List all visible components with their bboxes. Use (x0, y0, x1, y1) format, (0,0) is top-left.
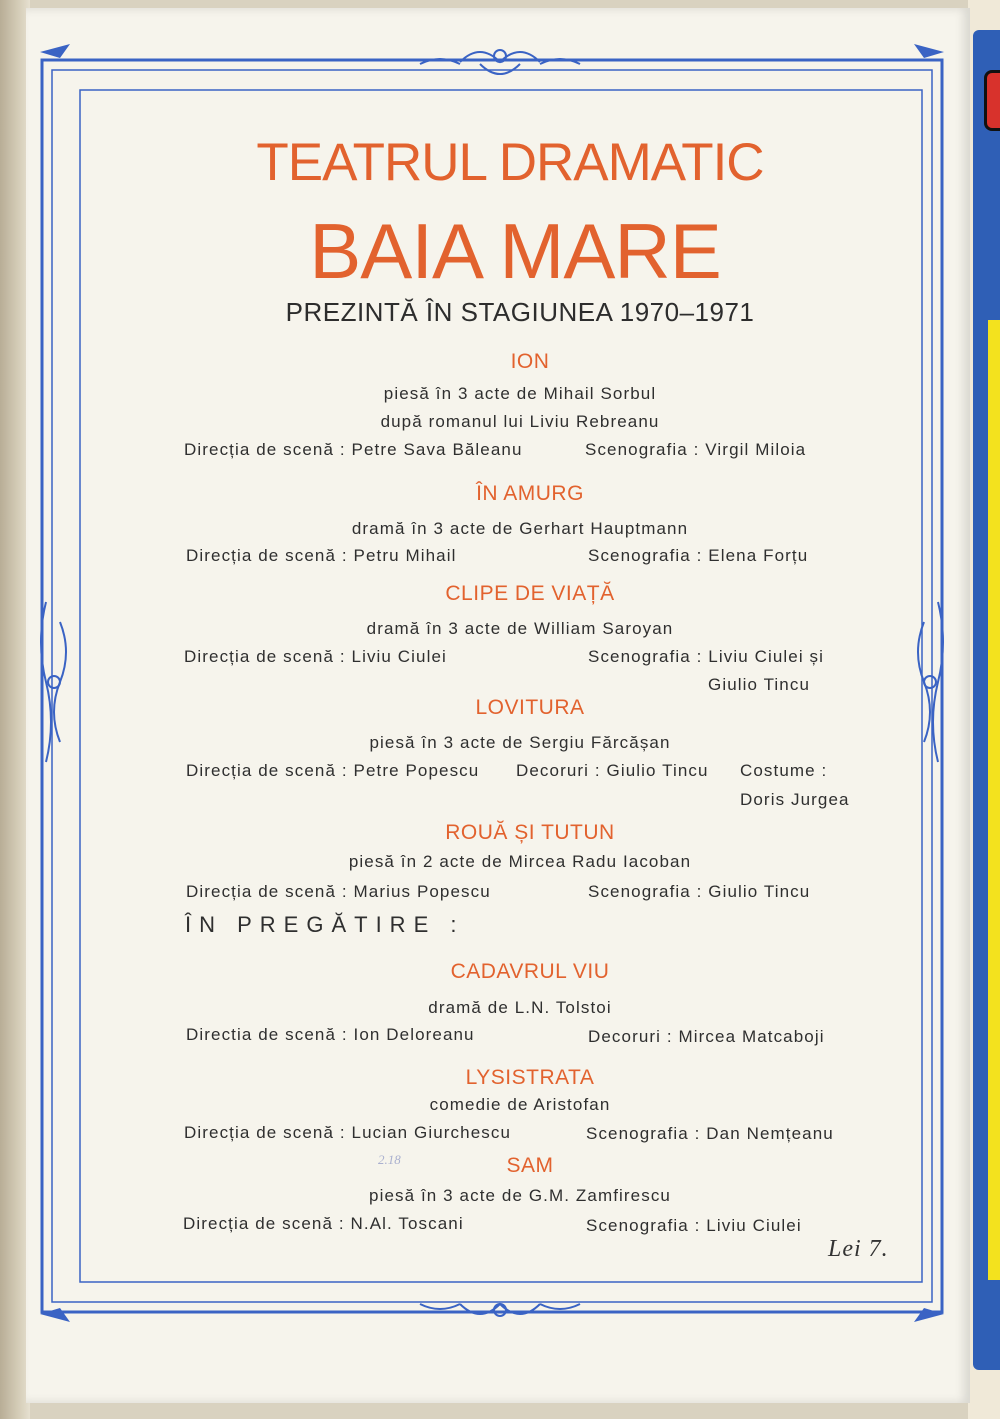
play-description: piesă în 2 acte de Mircea Radu Iacoban (348, 852, 692, 871)
theatre-name-line1: TEATRUL DRAMATIC (256, 133, 764, 192)
director-credit: Directia de scenă : Ion Deloreanu (186, 1025, 475, 1044)
scenography-credit: Scenografia : Elena Forțu (588, 546, 809, 565)
play-description: dramă de L.N. Tolstoi (428, 998, 612, 1017)
play-title-cadavrul-viu: CADAVRUL VIU (450, 960, 610, 983)
theatre-city: BAIA MARE (309, 207, 721, 295)
director-credit: Direcția de scenă : Lucian Giurchescu (184, 1123, 512, 1142)
play-title-roua-si-tutun: ROUĂ ȘI TUTUN (445, 821, 615, 844)
play-description: comedie de Aristofan (429, 1095, 611, 1114)
scenography-credit-continued: Giulio Tincu (708, 675, 811, 694)
play-title-lovitura: LOVITURA (475, 696, 585, 719)
in-preparation-heading: ÎN PREGĂTIRE : (185, 912, 465, 937)
director-credit: Direcția de scenă : Petre Popescu (186, 761, 480, 780)
director-credit: Direcția de scenă : Marius Popescu (186, 882, 491, 901)
scenography-credit: Scenografia : Virgil Miloia (585, 440, 807, 459)
play-description: dramă în 3 acte de William Saroyan (366, 619, 674, 638)
play-description: piesă în 3 acte de G.M. Zamfirescu (369, 1186, 671, 1205)
adjacent-page-red-mark (984, 70, 1000, 131)
pencil-annotation: 2.18 (378, 1152, 401, 1167)
costume-label: Costume : (740, 761, 828, 780)
director-credit: Direcția de scenă : Petru Mihail (186, 546, 457, 565)
play-title-in-amurg: ÎN AMURG (476, 482, 584, 505)
season-line: PREZINTĂ ÎN STAGIUNEA 1970–1971 (285, 297, 755, 327)
decor-credit: Decoruri : Mircea Matcaboji (588, 1027, 825, 1046)
play-description: piesă în 3 acte de Mihail Sorbul (383, 384, 657, 403)
decor-credit: Decoruri : Giulio Tincu (516, 761, 709, 780)
price-label: Lei 7. (828, 1236, 889, 1262)
director-credit: Direcția de scenă : Liviu Ciulei (184, 647, 447, 666)
play-description: după romanul lui Liviu Rebreanu (380, 412, 660, 431)
play-description: dramă în 3 acte de Gerhart Hauptmann (351, 519, 689, 538)
adjacent-page-yellow-band (988, 320, 1000, 1280)
play-title-sam: SAM (506, 1154, 554, 1177)
play-title-ion: ION (510, 350, 550, 373)
scenography-credit: Scenografia : Dan Nemțeanu (586, 1124, 834, 1143)
play-title-lysistrata: LYSISTRATA (465, 1066, 595, 1089)
director-credit: Direcția de scenă : N.Al. Toscani (183, 1214, 464, 1233)
play-title-clipe-de-viata: CLIPE DE VIAȚĂ (445, 582, 615, 605)
scenography-credit: Scenografia : Giulio Tincu (588, 882, 811, 901)
costume-credit: Doris Jurgea (740, 790, 850, 809)
scenography-credit: Scenografia : Liviu Ciulei (586, 1216, 802, 1235)
scenography-credit: Scenografia : Liviu Ciulei și (588, 647, 824, 666)
play-description: piesă în 3 acte de Sergiu Fărcășan (369, 733, 671, 752)
director-credit: Direcția de scenă : Petre Sava Băleanu (184, 440, 523, 459)
